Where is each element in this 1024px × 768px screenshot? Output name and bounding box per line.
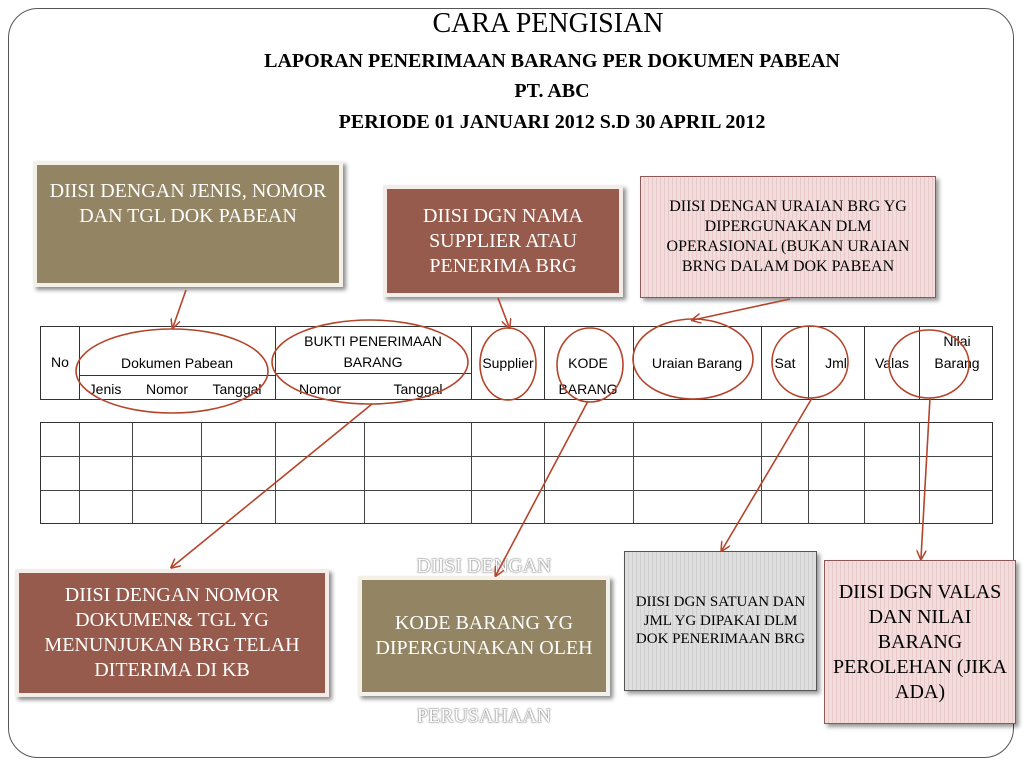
col-nomor: Nomor [145,381,189,397]
col-supplier: Supplier [482,355,534,371]
company-name: PT. ABC [514,80,590,102]
table-header [40,326,993,400]
callout-kode-barang-top: DIISI DENGAN [416,555,552,577]
callout-kode-barang-bottom: PERUSAHAAN [416,705,552,727]
table-row [41,456,992,457]
callout-dokumen-pabean-text: DIISI DENGAN JENIS, NOMOR DAN TGL DOK PABEAN [49,180,327,227]
table-row [41,490,992,491]
callout-dokumen-pabean [33,161,343,287]
callout-bukti-penerimaan [15,569,329,697]
callout-bukti-penerimaan-text: DIISI DENGAN NOMOR DOKUMEN& TGL YG MENUNJUKAN BRG TELAH DITERIMA DI KB [44,584,300,681]
col-tanggal: Tanggal [212,381,262,397]
col-jml: Jml [825,355,847,371]
callout-valas-nilai [824,560,1016,724]
col-no: No [51,354,69,370]
callout-satuan-jumlah [624,551,817,691]
slide-title: CARA PENGISIAN [432,8,664,39]
callout-uraian-barang [640,176,936,298]
col-kode-line1: KODE [568,355,608,371]
col-valas: Valas [875,355,909,371]
callout-supplier-text: DIISI DGN NAMA SUPPLIER ATAU PENERIMA BRG [423,204,583,277]
report-title: LAPORAN PENERIMAAN BARANG PER DOKUMEN PABEAN [264,50,840,72]
col-bukti-tanggal: Tanggal [393,381,443,397]
callout-supplier [383,185,623,297]
col-jenis: Jenis [88,381,122,397]
callout-kode-barang [358,555,610,727]
report-period: PERIODE 01 JANUARI 2012 S.D 30 APRIL 2012 [338,111,766,133]
col-bukti-line1: BUKTI PENERIMAAN [304,333,442,349]
col-bukti-line2: BARANG [343,354,403,370]
callout-kode-barang-text: KODE BARANG YG DIPERGUNAKAN OLEH [375,612,593,659]
table-body [40,422,993,524]
col-kode-line2: BARANG [558,381,618,397]
col-sat: Sat [774,355,796,371]
col-dokumen-pabean: Dokumen Pabean [120,355,234,371]
col-bukti-nomor: Nomor [298,381,342,397]
col-nilai-line2: Barang [934,355,980,371]
callout-uraian-barang-text: DIISI DENGAN URAIAN BRG YG DIPERGUNAKAN DLM OPERASIONAL (BUKAN URAIAN BRNG DALAM DOK PABEAN [666,198,910,275]
col-uraian: Uraian Barang [651,355,743,371]
callout-valas-nilai-text: DIISI DGN VALAS DAN NILAI BARANG PEROLEHAN (JIKA ADA) [833,580,1007,703]
callout-satuan-jumlah-text: DIISI DGN SATUAN DAN JML YG DIPAKAI DLM DOK PENERIMAAN BRG [635,593,806,648]
col-nilai-line1: Nilai [943,333,971,349]
